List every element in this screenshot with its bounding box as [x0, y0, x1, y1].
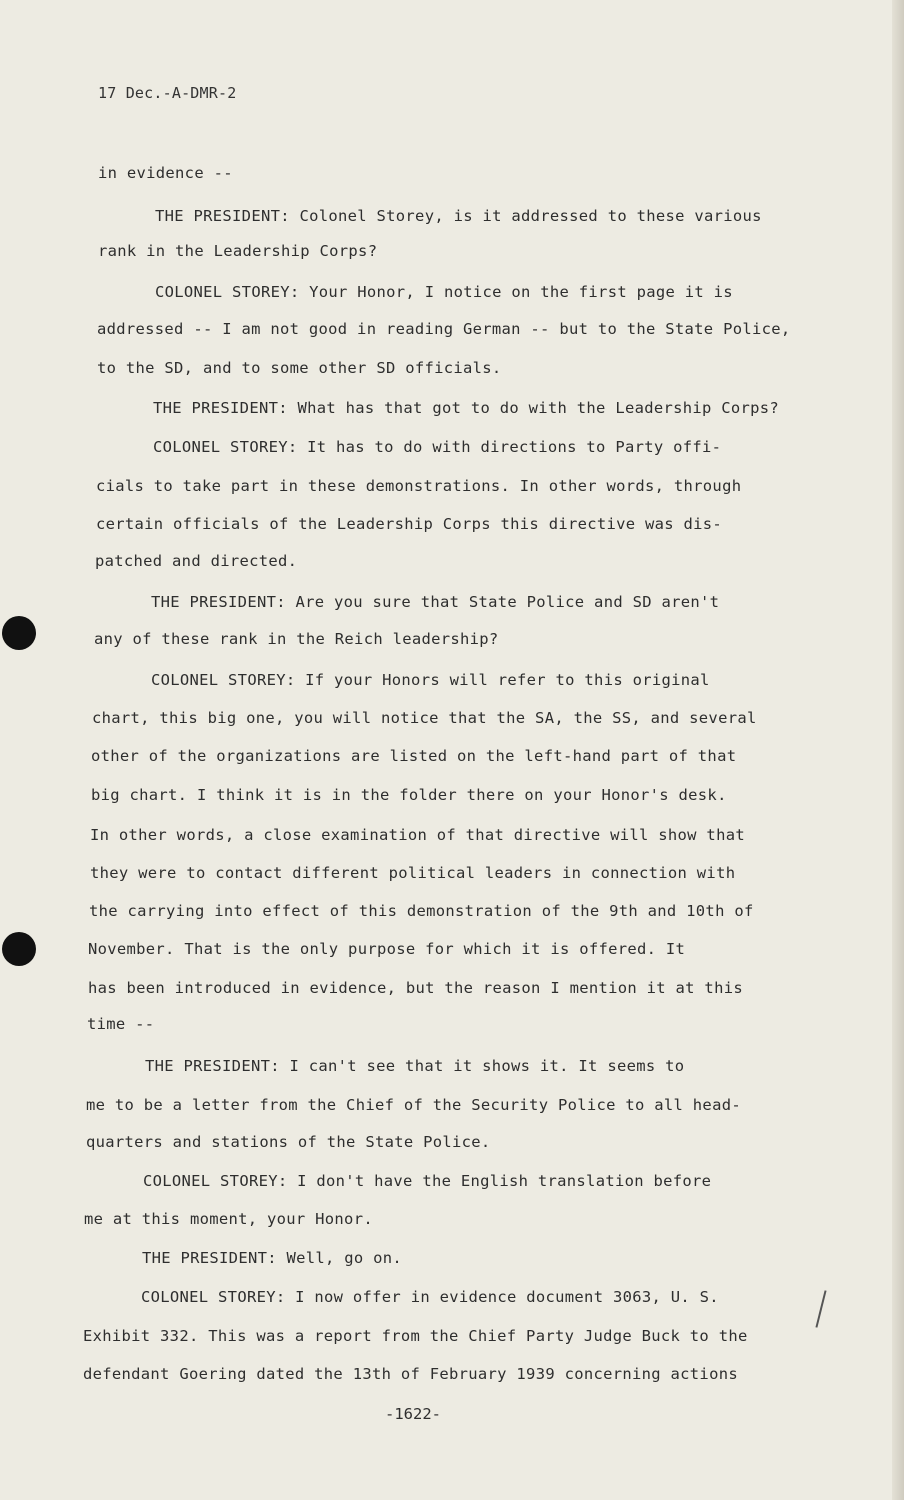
transcript-line: COLONEL STOREY: If your Honors will refer to this original: [151, 671, 710, 689]
page-edge: [892, 0, 904, 1500]
transcript-line: THE PRESIDENT: I can't see that it shows it. It seems to: [145, 1057, 685, 1075]
transcript-line: THE PRESIDENT: What has that got to do with the Leadership Corps?: [153, 399, 780, 417]
page-number: -1622-: [385, 1405, 441, 1423]
transcript-line: COLONEL STOREY: It has to do with directions to Party offi-: [153, 438, 722, 456]
transcript-line: patched and directed.: [95, 552, 298, 570]
transcript-line: THE PRESIDENT: Are you sure that State Police and SD aren't: [151, 593, 720, 611]
transcript-line: addressed -- I am not good in reading German -- but to the State Police,: [97, 320, 791, 338]
transcript-line: COLONEL STOREY: I now offer in evidence document 3063, U. S.: [141, 1288, 719, 1306]
transcript-line: to the SD, and to some other SD officials.: [97, 359, 502, 377]
transcript-line: THE PRESIDENT: Well, go on.: [142, 1249, 403, 1267]
transcript-line: Exhibit 332. This was a report from the Chief Party Judge Buck to the: [83, 1327, 748, 1345]
transcript-line: has been introduced in evidence, but the reason I mention it at this: [88, 979, 743, 997]
punch-hole-top: [2, 616, 36, 650]
punch-hole-bottom: [2, 932, 36, 966]
transcript-line: me to be a letter from the Chief of the Security Police to all head-: [86, 1096, 741, 1114]
transcript-line: they were to contact different political leaders in connection with: [90, 864, 736, 882]
pen-mark: [815, 1290, 826, 1327]
transcript-line: In other words, a close examination of that directive will show that: [90, 826, 745, 844]
transcript-line: defendant Goering dated the 13th of February 1939 concerning actions: [83, 1365, 738, 1383]
transcript-line: THE PRESIDENT: Colonel Storey, is it addressed to these various: [155, 207, 762, 225]
transcript-line: quarters and stations of the State Police.: [86, 1133, 491, 1151]
transcript-line: time --: [87, 1015, 155, 1033]
transcript-line: rank in the Leadership Corps?: [98, 242, 378, 260]
transcript-line: COLONEL STOREY: Your Honor, I notice on the first page it is: [155, 283, 733, 301]
transcript-line: in evidence --: [98, 164, 233, 182]
transcript-line: certain officials of the Leadership Corps this directive was dis-: [96, 515, 723, 533]
transcript-line: me at this moment, your Honor.: [84, 1210, 373, 1228]
transcript-line: other of the organizations are listed on the left-hand part of that: [91, 747, 737, 765]
document-header: 17 Dec.-A-DMR-2: [98, 84, 237, 102]
transcript-line: any of these rank in the Reich leadership?: [94, 630, 499, 648]
transcript-line: chart, this big one, you will notice that the SA, the SS, and several: [92, 709, 757, 727]
transcript-line: cials to take part in these demonstrations. In other words, through: [96, 477, 742, 495]
transcript-line: big chart. I think it is in the folder there on your Honor's desk.: [91, 786, 727, 804]
transcript-line: the carrying into effect of this demonstration of the 9th and 10th of: [89, 902, 754, 920]
transcript-line: COLONEL STOREY: I don't have the English translation before: [143, 1172, 712, 1190]
transcript-line: November. That is the only purpose for which it is offered. It: [88, 940, 686, 958]
